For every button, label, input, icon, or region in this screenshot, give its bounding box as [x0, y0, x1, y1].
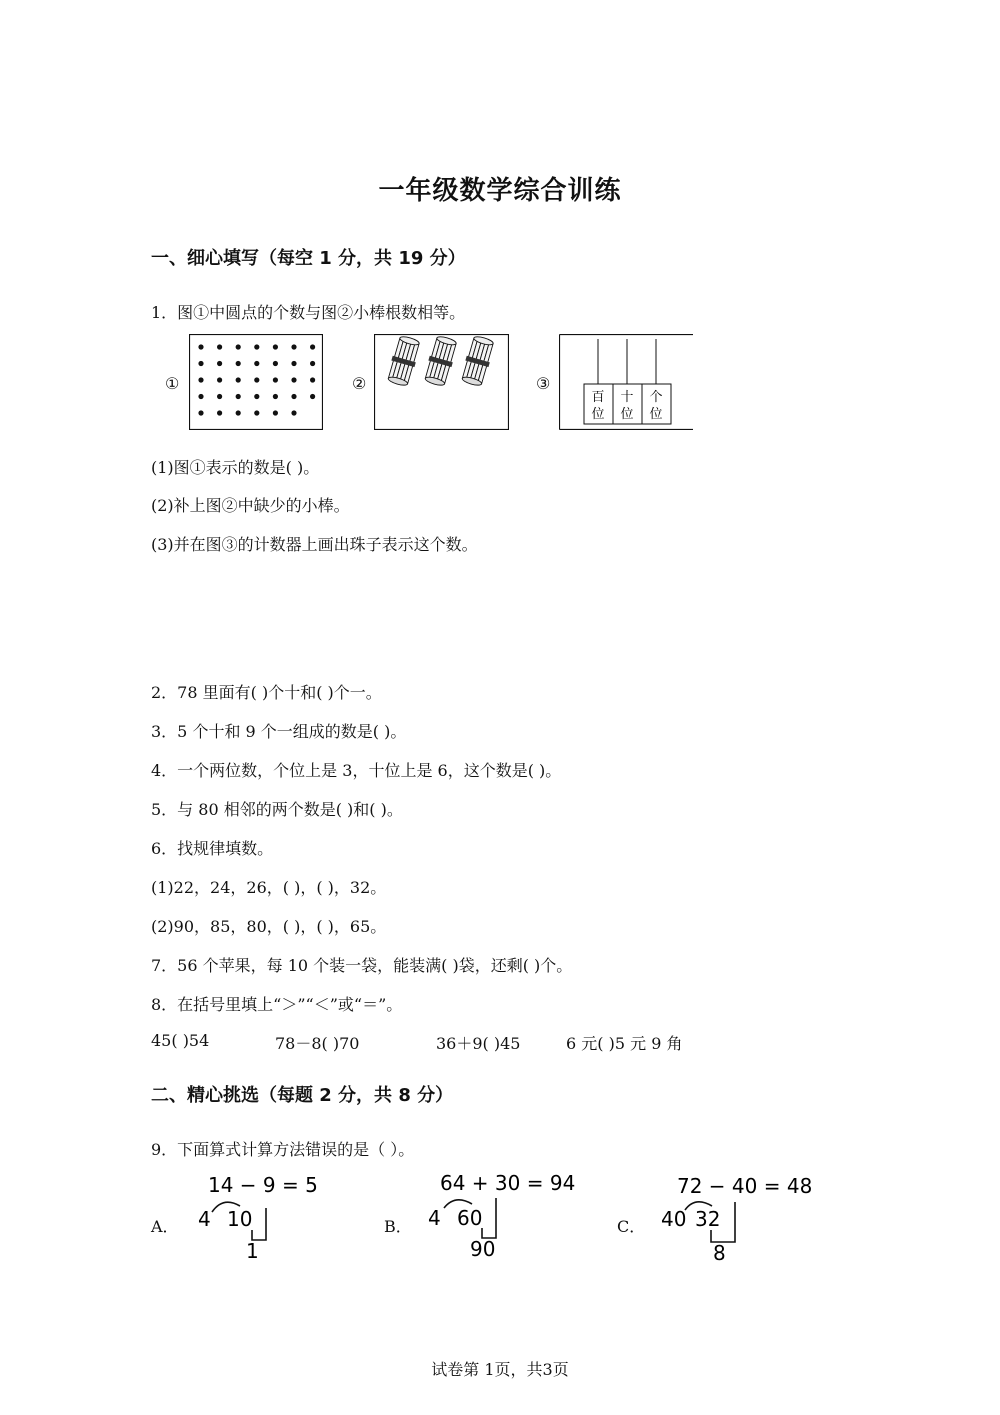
option-a-equation: 14 − 9 = 5 — [208, 1173, 318, 1197]
dot — [273, 410, 278, 415]
sticks-figure — [374, 334, 509, 430]
dot — [254, 377, 259, 382]
fig1-label: ① — [165, 374, 180, 393]
hundreds-label-top: 百 — [591, 390, 605, 405]
q1-stem: 1．图①中圆点的个数与图②小棒根数相等。 — [151, 303, 466, 322]
q8-item-2: 78－8( )70 — [275, 1034, 360, 1053]
dot — [291, 361, 296, 366]
option-c-label: C． — [617, 1217, 646, 1236]
dot — [198, 394, 203, 399]
page-title: 一年级数学综合训练 — [378, 176, 622, 206]
hundreds-label-bottom: 位 — [591, 407, 605, 422]
fig2-label: ② — [352, 374, 367, 393]
option-c-bottom: 8 — [713, 1241, 726, 1265]
dot — [291, 394, 296, 399]
option-a-right-part: 10 — [227, 1207, 253, 1231]
q2-text: 2．78 里面有( )个十和( )个一。 — [151, 683, 382, 702]
option-c-right-part: 32 — [695, 1207, 721, 1231]
section2-heading: 二、精心挑选（每题 2 分，共 8 分） — [151, 1085, 454, 1106]
option-a-label: A． — [151, 1217, 179, 1236]
option-a-diagram — [190, 1168, 340, 1268]
dot — [254, 410, 259, 415]
dot — [273, 394, 278, 399]
dot — [273, 361, 278, 366]
dot — [291, 410, 296, 415]
dot — [310, 344, 315, 349]
q8-item-4: 6 元( )5 元 9 角 — [566, 1034, 683, 1053]
ones-label-top: 个 — [649, 390, 663, 405]
option-b-diagram — [420, 1168, 590, 1268]
q1-sub1: (1)图①表示的数是( )。 — [151, 458, 320, 477]
q1-sub2: (2)补上图②中缺少的小棒。 — [151, 496, 350, 515]
dot — [291, 344, 296, 349]
q8-text: 8．在括号里填上“＞”“＜”或“＝”。 — [151, 995, 403, 1014]
q6-sub2: (2)90，85，80，( )，( )，65。 — [151, 917, 387, 936]
dot — [198, 361, 203, 366]
dot — [254, 361, 259, 366]
tens-label-top: 十 — [620, 390, 634, 405]
q5-text: 5．与 80 相邻的两个数是( )和( )。 — [151, 800, 403, 819]
dot — [236, 361, 241, 366]
dot — [310, 361, 315, 366]
option-b-bottom: 90 — [470, 1237, 496, 1261]
option-b-left-part: 4 — [428, 1206, 441, 1230]
dot — [198, 410, 203, 415]
option-b-bracket — [482, 1198, 496, 1238]
dot — [217, 361, 222, 366]
dot — [236, 344, 241, 349]
dot — [217, 377, 222, 382]
dot — [198, 344, 203, 349]
dot — [217, 344, 222, 349]
q1-sub3: (3)并在图③的计数器上画出珠子表示这个数。 — [151, 535, 478, 554]
dot — [310, 394, 315, 399]
dot — [198, 377, 203, 382]
q3-text: 3．5 个十和 9 个一组成的数是( )。 — [151, 722, 407, 741]
option-c-equation: 72 − 40 = 48 — [677, 1174, 813, 1198]
page-footer: 试卷第 1页，共3页 — [431, 1360, 569, 1379]
option-b-label: B． — [384, 1217, 412, 1236]
abacus-figure — [559, 334, 694, 430]
dots-figure — [189, 334, 323, 430]
dot — [310, 377, 315, 382]
dot — [217, 410, 222, 415]
dot — [291, 377, 296, 382]
dot — [254, 344, 259, 349]
dot — [217, 394, 222, 399]
dot — [254, 394, 259, 399]
q4-text: 4．一个两位数，个位上是 3，十位上是 6，这个数是( )。 — [151, 761, 562, 780]
q8-item-1: 45( )54 — [151, 1031, 210, 1050]
section1-heading: 一、细心填写（每空 1 分，共 19 分） — [151, 248, 466, 269]
dot — [236, 394, 241, 399]
dot — [273, 344, 278, 349]
option-a-bottom: 1 — [246, 1239, 259, 1263]
fig3-label: ③ — [536, 374, 551, 393]
q7-text: 7．56 个苹果，每 10 个装一袋，能装满( )袋，还剩( )个。 — [151, 956, 573, 975]
option-c-left-part: 40 — [661, 1207, 687, 1231]
q6-sub1: (1)22，24，26，( )，( )，32。 — [151, 878, 387, 897]
dot — [273, 377, 278, 382]
ones-label-bottom: 位 — [649, 407, 663, 422]
dot — [236, 410, 241, 415]
option-a-bracket — [252, 1208, 266, 1240]
tens-label-bottom: 位 — [620, 407, 634, 422]
q6-text: 6．找规律填数。 — [151, 839, 274, 858]
option-c-diagram — [655, 1168, 825, 1268]
bundles-group — [386, 335, 496, 388]
q9-text: 9．下面算式计算方法错误的是（ ）。 — [151, 1140, 415, 1159]
dot — [236, 377, 241, 382]
option-b-equation: 64 + 30 = 94 — [440, 1171, 576, 1195]
q8-item-3: 36＋9( )45 — [436, 1034, 521, 1053]
option-b-right-part: 60 — [457, 1206, 483, 1230]
option-a-left-part: 4 — [198, 1207, 211, 1231]
